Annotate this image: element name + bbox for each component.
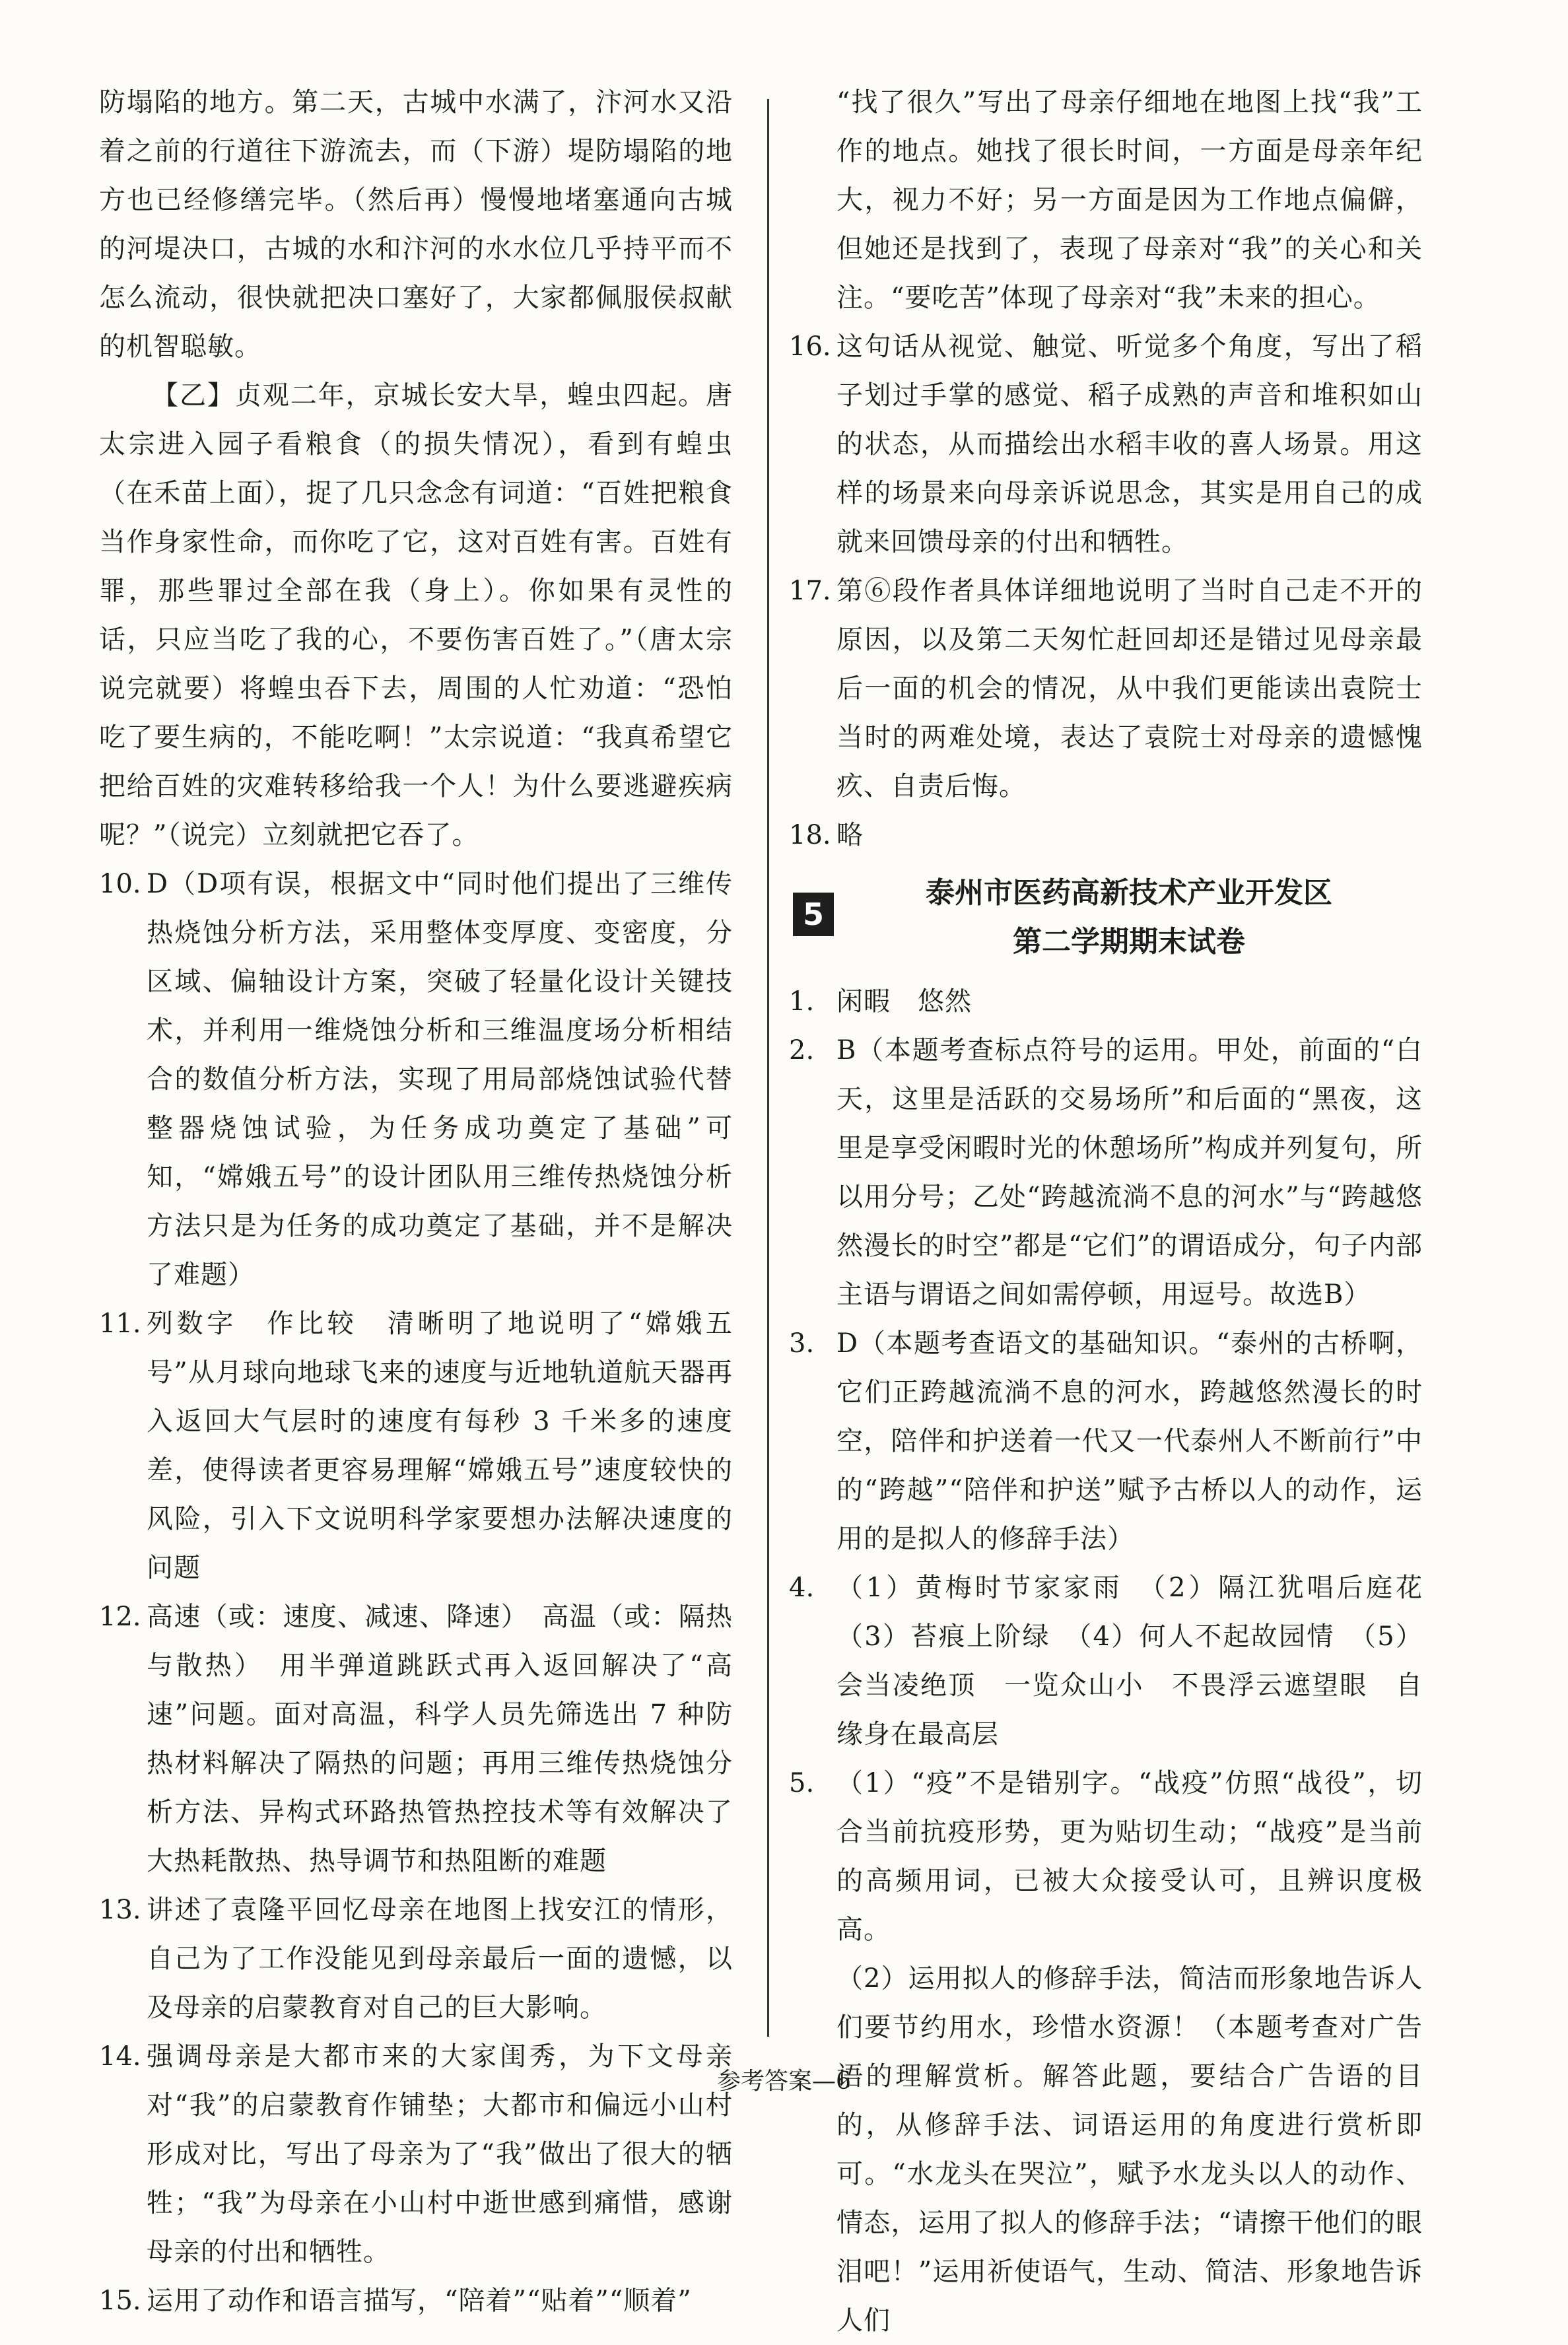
- item-number: 11.: [99, 1308, 141, 1339]
- left-column: [99, 78, 733, 2325]
- section-header: [789, 869, 1423, 968]
- item-number: 12.: [99, 1602, 141, 1632]
- continued-paragraph: 防塌陷的地方。第二天，古城中水满了，汴河水又沿着之前的行道往下游流去，而（下游）堤防塌陷的地方也已经修缮完毕。（然后再）慢慢地堵塞通向古城的河堤决口，古城的水和汴河的水水位几乎持平而不怎么流动，很快就把决口塞好了，大家都佩服侯叔献的机智聪敏。: [99, 87, 733, 362]
- item-text: D（本题考查语文的基础知识。“泰州的古桥啊，它们正跨越流淌不息的河水，跨越悠然漫长的时空，陪伴和护送着一代又一代泰州人不断前行”中的“跨越”“陪伴和护送”赋予古桥以人的动作，运用的是拟人的修辞手法）: [836, 1328, 1423, 1554]
- item-text: 这句话从视觉、触觉、听觉多个角度，写出了稻子划过手掌的感觉、稻子成熟的声音和堆积如山的状态，从而描绘出水稻丰收的喜人场景。用这样的场景来向母亲诉说思念，其实是用自己的成就来回馈母亲的付出和牺牲。: [836, 331, 1423, 557]
- answer-item: [99, 1299, 733, 1592]
- item-text: 强调母亲是大都市来的大家闺秀，为下文母亲对“我”的启蒙教育作铺垫；大都市和偏远小山村形成对比，写出了母亲为了“我”做出了很大的牺牲；“我”为母亲在小山村中逝世感到痛惜，感谢母亲的付出和牺牲。: [147, 2041, 733, 2267]
- translation-yi-paragraph: 【乙】贞观二年，京城长安大旱，蝗虫四起。唐太宗进入园子看粮食（的损失情况），看到有蝗虫（在禾苗上面），捉了几只念念有词道：“百姓把粮食当作身家性命，而你吃了它，这对百姓有害。百姓有罪，那些罪过全部在我（身上）。你如果有灵性的话，只应当吃了我的心，不要伤害百姓了。”（唐太宗说完就要）将蝗虫吞下去，周围的人忙劝道：“恐怕吃了要生病的，不能吃啊！”太宗说道：“我真希望它把给百姓的灾难转移给我一个人！为什么要逃避疾病呢？”（说完）立刻就把它吞了。: [99, 380, 733, 850]
- item-number: 17.: [789, 576, 831, 606]
- column-divider: [767, 99, 769, 2037]
- answer-item: [789, 811, 1423, 860]
- item-text: 讲述了袁隆平回忆母亲在地图上找安江的情形，自己为了工作没能见到母亲最后一面的遗憾，以及母亲的启蒙教育对自己的巨大影响。: [147, 1895, 733, 2023]
- answer-item: [99, 1886, 733, 2032]
- item-number: 15.: [99, 2286, 141, 2316]
- item-subpart-1: （1）“疫”不是错别字。“战疫”仿照“战役”，切合当前抗疫形势，更为贴切生动；“战疫”是当前的高频用词，已被大众接受认可，且辨识度极高。: [836, 1768, 1423, 1945]
- item-number: 16.: [789, 331, 831, 362]
- answer-item: [789, 1026, 1423, 1319]
- item-number: 18.: [789, 820, 831, 850]
- item-number: 14.: [99, 2041, 141, 2072]
- answer-item: [789, 977, 1423, 1026]
- answer-item: [789, 566, 1423, 811]
- section-title-line1: 泰州市医药高新技术产业开发区: [926, 876, 1332, 910]
- item-text: 第⑥段作者具体详细地说明了当时自己走不开的原因，以及第二天匆忙赶回却还是错过见母亲最后一面的机会的情况，从中我们更能读出袁院士当时的两难处境，表达了袁院士对母亲的遗憾愧疚、自责后悔。: [836, 576, 1423, 801]
- item-text: D（D项有误，根据文中“同时他们提出了三维传热烧蚀分析方法，采用整体变厚度、变密度，分区域、偏轴设计方案，突破了轻量化设计关键技术，并利用一维烧蚀分析和三维温度场分析相结合的数值分析方法，实现了用局部烧蚀试验代替整器烧蚀试验，为任务成功奠定了基础”可知，“嫦娥五号”的设计团队用三维传热烧蚀分析方法只是为任务的成功奠定了基础，并不是解决了难题）: [147, 869, 733, 1290]
- item-number: 1.: [789, 986, 815, 1017]
- section-title: [835, 869, 1423, 967]
- answer-item: [99, 860, 733, 1299]
- item-text: [836, 1759, 1423, 2345]
- item-text: 列数字 作比较 清晰明了地说明了“嫦娥五号”从月球向地球飞来的速度与近地轨道航天器再入返回大气层时的速度有每秒 3 千米多的速度差，使得读者更容易理解“嫦娥五号”速度较快的风险，引入下文说明科学家要想办法解决速度的问题: [147, 1308, 733, 1583]
- answer-item: [789, 322, 1423, 566]
- answer-item: [789, 1759, 1423, 2345]
- item-text: 闲暇 悠然: [836, 986, 972, 1017]
- item-number: 13.: [99, 1895, 141, 1925]
- item-number: 2.: [789, 1035, 815, 1066]
- continued-paragraph: “找了很久”写出了母亲仔细地在地图上找“我”工作的地点。她找了很长时间，一方面是母亲年纪大，视力不好；另一方面是因为工作地点偏僻，但她还是找到了，表现了母亲对“我”的关心和关注。“要吃苦”体现了母亲对“我”未来的担心。: [836, 87, 1423, 313]
- answer-item: [99, 1592, 733, 1886]
- item-text: B（本题考查标点符号的运用。甲处，前面的“白天，这里是活跃的交易场所”和后面的“黑夜，这里是享受闲暇时光的休憩场所”构成并列复句，所以用分号；乙处“跨越流淌不息的河水”与“跨越悠然漫长的时空”都是“它们”的谓语成分，句子内部主语与谓语之间如需停顿，用逗号。故选B）: [836, 1035, 1423, 1310]
- item-text: 高速（或：速度、减速、降速） 高温（或：隔热与散热） 用半弹道跳跃式再入返回解决了“高速”问题。面对高温，科学人员先筛选出 7 种防热材料解决了隔热的问题；再用三维传热烧蚀分析方法、异构式环路热管热控技术等有效解决了大热耗散热、热导调节和热阻断的难题: [147, 1602, 733, 1876]
- item-number: 3.: [789, 1328, 815, 1359]
- section-title-line2: 第二学期期末试卷: [1013, 925, 1245, 959]
- item-number: 10.: [99, 869, 141, 899]
- item-number: 4.: [789, 1573, 815, 1603]
- item-number: 5.: [789, 1768, 815, 1798]
- item-text: 略: [836, 820, 864, 850]
- item-subpart-2: （2）运用拟人的修辞手法，简洁而形象地告诉人们要节约用水，珍惜水资源！（本题考查对广告语的理解赏析。解答此题，要结合广告语的目的，从修辞手法、词语运用的角度进行赏析即可。“水龙头在哭泣”，赋予水龙头以人的动作、情态，运用了拟人的修辞手法；“请擦干他们的眼泪吧！”运用祈使语气，生动、简洁、形象地告诉人们: [836, 1963, 1423, 2336]
- page-footer: 参考答案—6: [717, 2068, 851, 2095]
- answer-item: [789, 1319, 1423, 1563]
- answer-item: [99, 2276, 733, 2325]
- item-text: （1）黄梅时节家家雨 （2）隔江犹唱后庭花 （3）苔痕上阶绿 （4）何人不起故园情 （5）会当凌绝顶 一览众山小 不畏浮云遮望眼 自缘身在最高层: [836, 1573, 1450, 1750]
- item-text: 运用了动作和语言描写，“陪着”“贴着”“顺着”: [147, 2286, 692, 2316]
- right-column: [789, 78, 1450, 2345]
- section-number-badge: 5: [793, 893, 834, 936]
- answer-item: [789, 1563, 1450, 1759]
